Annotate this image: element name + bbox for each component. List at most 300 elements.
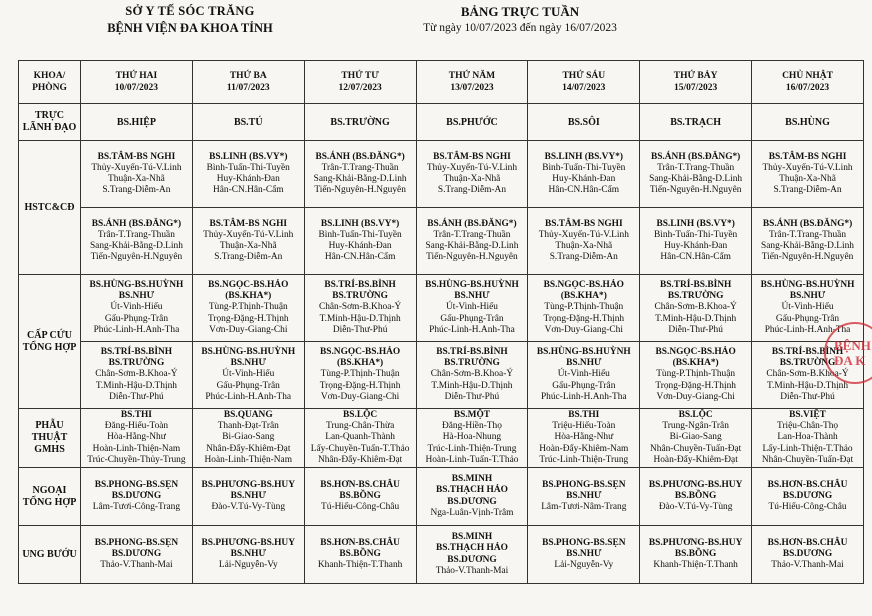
dept-label-line: PHẪU xyxy=(35,420,64,431)
staff-line: Chân-Sơm-B.Khoa-Ý xyxy=(430,369,514,380)
day-header xyxy=(752,61,864,104)
duty-cell xyxy=(81,468,193,526)
dept-label-line: HSTC&CĐ xyxy=(24,201,75,213)
staff-line: Tiến-Nguyên-H.Nguyên xyxy=(761,252,854,263)
doctor-line: BS.THI xyxy=(568,409,600,420)
staff-line: Lan-Hoa-Thành xyxy=(777,432,838,443)
dept-header xyxy=(19,61,81,104)
staff-line: Sang-Khải-Bằng-D.Linh xyxy=(313,174,407,184)
day-header xyxy=(640,61,752,104)
staff-line: Trân-T.Trang-Thuần xyxy=(433,229,511,240)
staff-line: S.Trang-Diễm-An xyxy=(549,252,618,263)
staff-line: Bình-Tuấn-Thi-Tuyền xyxy=(318,229,402,240)
doctor-line: BS.TRƯỜNG xyxy=(444,358,500,369)
leadership-row xyxy=(19,104,864,141)
staff-line: Tùng-P.Thịnh-Thuận xyxy=(544,302,624,313)
day-date: 15/07/2023 xyxy=(674,83,718,93)
doctor-line: BS.DƯƠNG xyxy=(782,548,833,559)
staff-line: Gấu-Phụng-Trân xyxy=(104,313,169,324)
staff-line: Nhân-Chuyền-Tuấn-Đạt xyxy=(649,443,742,454)
staff-line: Thanh-Đạt-Trân xyxy=(217,421,279,432)
doctor-line: BS.TÂM-BS NGHI xyxy=(544,218,623,229)
doctor-line: BS.HƠN-BS.CHÂU xyxy=(320,479,400,490)
duty-cell xyxy=(752,208,864,275)
stamp-text-line: ĐA K xyxy=(834,353,866,368)
leader-cell: BS.SÔI xyxy=(528,104,640,141)
staff-line: Thủy-Xuyến-Tú-V.Linh xyxy=(91,162,182,173)
day-date: 10/07/2023 xyxy=(114,83,159,93)
doctor-line: BS.BỒNG xyxy=(339,548,381,559)
doctor-line: BS.QUANG xyxy=(223,409,273,420)
org-header xyxy=(70,4,310,36)
staff-line: Trọng-Đặng-H.Thịnh xyxy=(543,313,625,324)
staff-line: Trân-T.Trang-Thuần xyxy=(769,229,847,240)
dept-label xyxy=(19,409,81,468)
duty-cell xyxy=(416,275,528,342)
day-name: THỨ BA xyxy=(229,71,267,81)
doctor-line: BS.TRƯỜNG xyxy=(332,291,388,302)
org-hospital: BỆNH VIỆN ĐA KHOA TỈNH xyxy=(107,21,273,35)
staff-line: Trúc-Linh-Thiện-Trung xyxy=(427,443,517,454)
day-date: 13/07/2023 xyxy=(450,83,494,93)
doctor-line: BS.LỘC xyxy=(343,409,378,420)
duty-cell xyxy=(304,342,416,409)
staff-line: Tú-Hiếu-Công-Châu xyxy=(768,502,847,513)
doctor-line: BS.HÙNG-BS.HUỲNH xyxy=(425,279,519,290)
day-name: THỨ SÁU xyxy=(562,71,606,81)
staff-line: Hoàn-Linh-Tuấn-T.Thảo xyxy=(425,454,519,465)
duty-cell xyxy=(640,141,752,208)
duty-cell xyxy=(81,342,193,409)
duty-cell xyxy=(528,208,640,275)
staff-line: Lải-Nguyễn-Vy xyxy=(554,560,614,571)
staff-line: Hân-CN.Hân-Cẩm xyxy=(212,185,284,196)
date-range: Từ ngày 10/07/2023 đến ngày 16/07/2023 xyxy=(423,22,617,34)
duty-cell xyxy=(752,468,864,526)
doctor-line: BS.NHƯ xyxy=(566,358,602,369)
staff-line: Huy-Khánh-Đan xyxy=(216,174,280,184)
dept-label xyxy=(19,104,81,141)
leader-cell: BS.TRƯỜNG xyxy=(304,104,416,141)
leader-cell: BS.HIỆP xyxy=(81,104,193,141)
staff-line: Thủy-Xuyến-Tú-V.Linh xyxy=(203,229,294,240)
leader-cell: BS.PHƯỚC xyxy=(416,104,528,141)
day-date: 16/07/2023 xyxy=(785,83,830,93)
dept-header-line: KHOA/ xyxy=(33,71,66,81)
staff-line: Diễn-Thư-Phú xyxy=(780,391,835,402)
duty-cell xyxy=(192,409,304,468)
staff-line: Thuận-Xa-Nhã xyxy=(108,174,165,184)
duty-cell xyxy=(304,275,416,342)
staff-line: Út-Vinh-Hiếu xyxy=(557,369,610,380)
duty-cell xyxy=(192,275,304,342)
doctor-line: BS.TRƯỜNG xyxy=(108,358,165,369)
day-date: 11/07/2023 xyxy=(226,83,270,93)
staff-line: Tiến-Nguyên-H.Nguyên xyxy=(649,185,742,196)
doctor-line: BS.BỒNG xyxy=(674,548,717,559)
doctor-line: BS.PHONG-BS.SẸN xyxy=(94,537,179,548)
duty-cell xyxy=(304,141,416,208)
staff-line: Út-Vinh-Hiếu xyxy=(445,302,498,313)
doctor-line: BS.DƯƠNG xyxy=(447,496,497,507)
duty-cell xyxy=(640,526,752,584)
doctor-line: BS.NHƯ xyxy=(566,548,602,559)
staff-line: Đào-V.Tú-Vy-Tùng xyxy=(211,502,286,513)
staff-line: Chân-Sơm-B.Khoa-Ý xyxy=(318,302,402,313)
doctor-line: BS.HƠN-BS.CHÂU xyxy=(767,537,848,548)
day-header xyxy=(528,61,640,104)
staff-line: Tùng-P.Thịnh-Thuận xyxy=(208,302,288,313)
staff-line: Diễn-Thư-Phú xyxy=(109,391,164,402)
staff-line: Nga-Luân-Vịnh-Trâm xyxy=(430,507,514,518)
staff-line: Huy-Khánh-Đan xyxy=(328,241,392,251)
staff-line: Vơn-Duy-Giang-Chi xyxy=(656,391,735,402)
doctor-line: BS.TRƯỜNG xyxy=(779,358,836,369)
staff-line: Hà-Hoa-Nhung xyxy=(442,432,502,443)
duty-cell xyxy=(416,208,528,275)
duty-cell xyxy=(304,409,416,468)
doctor-line: BS.HÙNG-BS.HUỲNH xyxy=(536,346,631,357)
staff-line: Chân-Sơm-B.Khoa-Ý xyxy=(654,302,737,313)
staff-line: Trân-T.Trang-Thuần xyxy=(97,229,175,240)
staff-line: Hoàn-Linh-Thiện-Nam xyxy=(204,454,292,465)
doctor-line: BS.TÂM-BS NGHI xyxy=(209,218,288,229)
staff-line: Lan-Quanh-Thành xyxy=(325,432,395,443)
doctor-line: BS.PHONG-BS.SẸN xyxy=(542,537,626,548)
staff-line: Chân-Sơm-B.Khoa-Ý xyxy=(766,369,849,380)
staff-line: Bình-Tuấn-Thi-Tuyền xyxy=(206,162,290,173)
dept-label-line: TỔNG HỢP xyxy=(22,341,77,353)
staff-line: Lấy-Linh-Thiện-T.Thảo xyxy=(762,443,853,454)
doctor-line: BS.TRÍ-BS.BÌNH xyxy=(324,279,396,290)
staff-line: T.Minh-Hậu-D.Thịnh xyxy=(319,313,401,324)
staff-line: Tiến-Nguyên-H.Nguyên xyxy=(426,252,518,263)
doctor-line: BS.NGỌC-BS.HẢO xyxy=(319,346,401,357)
dept-label xyxy=(19,468,81,526)
duty-cell xyxy=(81,526,193,584)
doctor-line: BS.LINH (BS.VY*) xyxy=(656,218,735,229)
duty-cell xyxy=(528,342,640,409)
dept-label-line: LÃNH ĐẠO xyxy=(22,122,77,133)
staff-line: Khanh-Thiện-T.Thanh xyxy=(317,560,403,571)
staff-line: Trọng-Đặng-H.Thịnh xyxy=(207,313,289,324)
day-date: 12/07/2023 xyxy=(338,83,382,93)
staff-line: Sang-Khải-Bằng-D.Linh xyxy=(425,241,519,251)
staff-line: Hòa-Hằng-Như xyxy=(107,432,166,443)
doctor-line: BS.ÁNH (BS.ĐĂNG*) xyxy=(427,218,517,229)
dept-label xyxy=(19,526,81,584)
duty-cell xyxy=(416,342,528,409)
doctor-line: BS.DƯƠNG xyxy=(111,548,162,559)
doctor-line: BS.PHƯƠNG-BS.HUY xyxy=(648,479,743,490)
staff-line: S.Trang-Diễm-An xyxy=(773,185,842,196)
hstc-row xyxy=(19,208,864,275)
staff-line: Thủy-Xuyến-Tú-V.Linh xyxy=(538,229,629,240)
doctor-line: BS.NHƯ xyxy=(230,490,266,501)
staff-line: Trung-Ngân-Trân xyxy=(662,421,729,432)
duty-cell xyxy=(640,468,752,526)
doctor-line: BS.MINH xyxy=(451,474,493,485)
doctor-line: BS.NHƯ xyxy=(789,291,826,302)
doctor-line: BS.ÁNH (BS.ĐĂNG*) xyxy=(650,151,741,162)
staff-line: Phúc-Linh-H.Anh-Tha xyxy=(93,324,180,335)
doctor-line: BS.TÂM-BS NGHI xyxy=(97,151,176,162)
staff-line: Thuận-Xa-Nhã xyxy=(443,174,501,184)
staff-line: Gấu-Phụng-Trân xyxy=(552,380,616,391)
doctor-line: BS.PHƯƠNG-BS.HUY xyxy=(648,537,743,548)
doctor-line: BS.BỒNG xyxy=(339,490,381,501)
staff-line: Hoàn-Đẩy-Khiêm-Nam xyxy=(539,443,629,454)
staff-line: Lải-Nguyễn-Vy xyxy=(218,560,278,571)
doctor-line: BS.MINH xyxy=(451,532,493,543)
staff-line: Hân-CN.Hân-Cẩm xyxy=(548,185,620,196)
doctor-line: BS.PHONG-BS.SẸN xyxy=(542,479,626,490)
staff-line: Phúc-Linh-H.Anh-Tha xyxy=(205,391,292,402)
duty-cell xyxy=(528,526,640,584)
staff-line: Nhân-Đẩy-Khiêm-Đạt xyxy=(206,443,291,454)
duty-cell xyxy=(416,526,528,584)
duty-cell xyxy=(304,468,416,526)
staff-line: Đào-V.Tú-Vy-Tùng xyxy=(658,502,733,513)
duty-cell xyxy=(640,275,752,342)
doctor-line: BS.HƠN-BS.CHÂU xyxy=(767,479,848,490)
staff-line: Tú-Hiếu-Công-Châu xyxy=(321,502,400,513)
staff-line: Thuận-Xa-Nhã xyxy=(219,241,277,251)
duty-cell xyxy=(528,141,640,208)
staff-line: Diễn-Thư-Phú xyxy=(668,324,723,335)
staff-line: Gấu-Phụng-Trân xyxy=(216,380,280,391)
staff-line: Đăng-Hiếu-Toàn xyxy=(104,421,169,432)
dept-label-line: TỔNG HỢP xyxy=(22,496,77,508)
doctor-line: BS.DƯƠNG xyxy=(111,490,162,501)
duty-cell xyxy=(640,208,752,275)
staff-line: Gấu-Phụng-Trân xyxy=(775,313,840,324)
doctor-line: BS.LINH (BS.VY*) xyxy=(320,218,400,229)
duty-cell xyxy=(640,409,752,468)
staff-line: Sang-Khải-Bằng-D.Linh xyxy=(649,174,743,184)
doctor-line: BS.LINH (BS.VY*) xyxy=(209,151,288,162)
dept-header-line: PHÒNG xyxy=(32,83,67,93)
staff-line: Huy-Khánh-Đan xyxy=(552,174,616,184)
doctor-line: BS.PHONG-BS.SẸN xyxy=(94,479,179,490)
duty-cell xyxy=(528,275,640,342)
duty-cell xyxy=(528,468,640,526)
staff-line: S.Trang-Diễm-An xyxy=(214,252,283,263)
doctor-line: BS.TÂM-BS NGHI xyxy=(768,151,847,162)
staff-line: Thuận-Xa-Nhã xyxy=(555,241,613,251)
doctor-line: BS.NHƯ xyxy=(230,548,266,559)
staff-line: Tiến-Nguyên-H.Nguyên xyxy=(90,252,183,263)
staff-line: Diễn-Thư-Phú xyxy=(332,324,388,335)
staff-line: Hòa-Hằng-Như xyxy=(554,432,614,443)
duty-cell xyxy=(192,468,304,526)
staff-line: Tùng-P.Thịnh-Thuận xyxy=(656,369,736,380)
staff-line: Trung-Chân-Thừa xyxy=(325,421,395,432)
staff-line: Phúc-Linh-H.Anh-Tha xyxy=(429,324,515,335)
staff-line: Trọng-Đặng-H.Thịnh xyxy=(319,380,401,391)
doctor-line: BS.TRÍ-BS.BÌNH xyxy=(100,346,173,357)
duty-cell xyxy=(192,342,304,409)
day-name: THỨ NĂM xyxy=(448,71,496,81)
staff-line: Tùng-P.Thịnh-Thuận xyxy=(320,369,400,380)
duty-cell xyxy=(752,409,864,468)
staff-line: Phúc-Linh-H.Anh-Tha xyxy=(764,324,851,335)
staff-line: T.Minh-Hậu-D.Thịnh xyxy=(95,380,177,391)
staff-line: Hân-CN.Hân-Cẩm xyxy=(660,252,731,263)
doctor-line: BS.ÁNH (BS.ĐĂNG*) xyxy=(315,151,405,162)
staff-line: Trọng-Đặng-H.Thịnh xyxy=(655,380,736,391)
doctor-line: BS.PHƯƠNG-BS.HUY xyxy=(201,537,295,548)
staff-line: Triệu-Chân-Thọ xyxy=(776,421,839,432)
duty-roster-table xyxy=(18,60,864,584)
doctor-line: BS.MỘT xyxy=(453,409,491,420)
staff-line: Thủy-Xuyến-Tú-V.Linh xyxy=(762,162,853,173)
staff-line: Đăng-Hiền-Thọ xyxy=(442,421,502,432)
duty-cell xyxy=(81,275,193,342)
doctor-line: (BS.KHA*) xyxy=(225,291,272,302)
staff-line: Sang-Khải-Bằng-D.Linh xyxy=(89,241,183,251)
duty-cell xyxy=(416,409,528,468)
staff-line: T.Minh-Hậu-D.Thịnh xyxy=(655,313,737,324)
day-header xyxy=(304,61,416,104)
doctor-line: BS.LỘC xyxy=(678,409,713,420)
duty-cell xyxy=(416,141,528,208)
doctor-line: BS.THẠCH HẢO xyxy=(436,543,508,554)
doctor-line: BS.NGỌC-BS.HẢO xyxy=(543,279,624,290)
day-name: THỨ BẢY xyxy=(673,71,718,81)
staff-line: Sang-Khải-Bằng-D.Linh xyxy=(761,241,854,251)
staff-line: Hoàn-Linh-Thiện-Nam xyxy=(92,443,181,454)
staff-line: S.Trang-Diễm-An xyxy=(102,185,171,196)
staff-line: Út-Vinh-Hiếu xyxy=(222,369,275,380)
leader-cell: BS.TRẠCH xyxy=(640,104,752,141)
dept-label-line: UNG BƯỚU xyxy=(22,548,77,560)
staff-line: Trúc-Chuyền-Thủy-Trung xyxy=(87,454,186,465)
day-name: THỨ TƯ xyxy=(341,71,379,81)
staff-line: Bình-Tuấn-Thi-Tuyền xyxy=(542,162,626,173)
staff-line: Diễn-Thư-Phú xyxy=(444,391,500,402)
emergency-row xyxy=(19,342,864,409)
stamp-text-line: BỆNH xyxy=(834,338,871,353)
staff-line: Trúc-Linh-Thiện-Trung xyxy=(539,454,629,465)
day-header xyxy=(192,61,304,104)
doctor-line: BS.NHƯ xyxy=(230,358,266,369)
staff-line: Trân-T.Trang-Thuần xyxy=(321,162,399,173)
doctor-line: (BS.KHA*) xyxy=(560,291,607,302)
doctor-line: BS.BỒNG xyxy=(674,490,717,501)
doctor-line: BS.HÙNG-BS.HUỲNH xyxy=(201,346,296,357)
staff-line: Út-Vinh-Hiếu xyxy=(110,302,163,313)
doctor-line: BS.LINH (BS.VY*) xyxy=(544,151,623,162)
staff-line: Hân-CN.Hân-Cẩm xyxy=(324,252,396,263)
staff-line: Nhân-Chuyền-Tuấn-Đạt xyxy=(761,454,854,465)
staff-line: Chân-Sơm-B.Khoa-Ý xyxy=(95,369,178,380)
duty-cell xyxy=(81,141,193,208)
doctor-line: BS.NGỌC-BS.HẢO xyxy=(655,346,736,357)
doctor-line: (BS.KHA*) xyxy=(337,358,384,369)
staff-line: Vơn-Duy-Giang-Chi xyxy=(544,324,623,335)
staff-line: Thảo-V.Thanh-Mai xyxy=(435,565,509,576)
staff-line: Khanh-Thiện-T.Thanh xyxy=(653,560,738,571)
duty-cell xyxy=(416,468,528,526)
dept-label-line: THUẬT xyxy=(31,432,68,443)
duty-cell xyxy=(640,342,752,409)
staff-line: Nhân-Đẩy-Khiêm-Đạt xyxy=(317,454,403,465)
doctor-line: BS.TRƯỜNG xyxy=(667,291,724,302)
day-name: CHỦ NHẬT xyxy=(782,71,833,81)
doctor-line: BS.ÁNH (BS.ĐĂNG*) xyxy=(762,218,853,229)
hstc-row xyxy=(19,141,864,208)
dept-label-line: GMHS xyxy=(34,444,65,455)
dept-label-line: NGOẠI xyxy=(32,484,67,496)
day-header-row xyxy=(19,61,864,104)
staff-line: Bi-Giao-Sang xyxy=(222,432,275,443)
duty-cell xyxy=(528,409,640,468)
staff-line: T.Minh-Hậu-D.Thịnh xyxy=(431,380,513,391)
leader-cell: BS.TÚ xyxy=(192,104,304,141)
general-surgery-row xyxy=(19,468,864,526)
dept-label-line: TRỰC xyxy=(34,110,65,121)
staff-line: Bi-Giao-Sang xyxy=(669,432,722,443)
staff-line: Út-Vinh-Hiếu xyxy=(781,302,834,313)
doctor-line: BS.NHƯ xyxy=(454,291,490,302)
duty-cell xyxy=(192,526,304,584)
staff-line: Gấu-Phụng-Trân xyxy=(440,313,504,324)
doctor-line: BS.HÙNG-BS.HUỲNH xyxy=(89,279,184,290)
staff-line: Lâm-Tươi-Công-Trang xyxy=(92,502,181,513)
doctor-line: BS.HÙNG-BS.HUỲNH xyxy=(760,279,855,290)
org-department: SỞ Y TẾ SÓC TRĂNG xyxy=(125,4,255,18)
doctor-line: BS.TRÍ-BS.BÌNH xyxy=(436,346,508,357)
duty-cell xyxy=(304,208,416,275)
staff-line: Hoàn-Đẩy-Khiêm-Đạt xyxy=(653,454,738,465)
doctor-line: BS.VIỆT xyxy=(789,409,826,420)
staff-line: Lâm-Tươi-Nâm-Trang xyxy=(541,502,627,513)
day-header xyxy=(81,61,193,104)
staff-line: Triệu-Hiếu-Toàn xyxy=(552,421,616,432)
doctor-line: BS.THI xyxy=(120,409,152,420)
duty-cell xyxy=(81,208,193,275)
doctor-line: BS.TÂM-BS NGHI xyxy=(433,151,511,162)
duty-cell xyxy=(192,208,304,275)
doctor-line: BS.DƯƠNG xyxy=(447,554,497,565)
day-date: 14/07/2023 xyxy=(562,83,606,93)
doctor-line: BS.TRÍ-BS.BÌNH xyxy=(771,346,844,357)
doctor-line: BS.TRÍ-BS.BÌNH xyxy=(659,279,732,290)
staff-line: Lấy-Chuyền-Tuấn-T.Thảo xyxy=(310,443,410,454)
day-header xyxy=(416,61,528,104)
duty-cell xyxy=(752,141,864,208)
leader-cell: BS.HÙNG xyxy=(752,104,864,141)
duty-cell xyxy=(81,409,193,468)
oncology-row xyxy=(19,526,864,584)
duty-cell xyxy=(752,526,864,584)
doctor-line: (BS.KHA*) xyxy=(672,358,719,369)
doctor-line: BS.NHƯ xyxy=(118,291,155,302)
doctor-line: BS.NGỌC-BS.HẢO xyxy=(208,279,289,290)
staff-line: Bình-Tuấn-Thi-Tuyền xyxy=(654,229,738,240)
staff-line: Thảo-V.Thanh-Mai xyxy=(771,560,844,571)
staff-line: Thuận-Xa-Nhã xyxy=(779,174,836,184)
staff-line: Trân-T.Trang-Thuần xyxy=(657,162,735,173)
document-title-block xyxy=(360,4,680,34)
document-title: BẢNG TRỰC TUẦN xyxy=(460,4,580,19)
staff-line: Vơn-Duy-Giang-Chi xyxy=(320,391,400,402)
surgery-row xyxy=(19,409,864,468)
staff-line: T.Minh-Hậu-D.Thịnh xyxy=(767,380,849,391)
emergency-row xyxy=(19,275,864,342)
staff-line: Thảo-V.Thanh-Mai xyxy=(100,560,173,571)
